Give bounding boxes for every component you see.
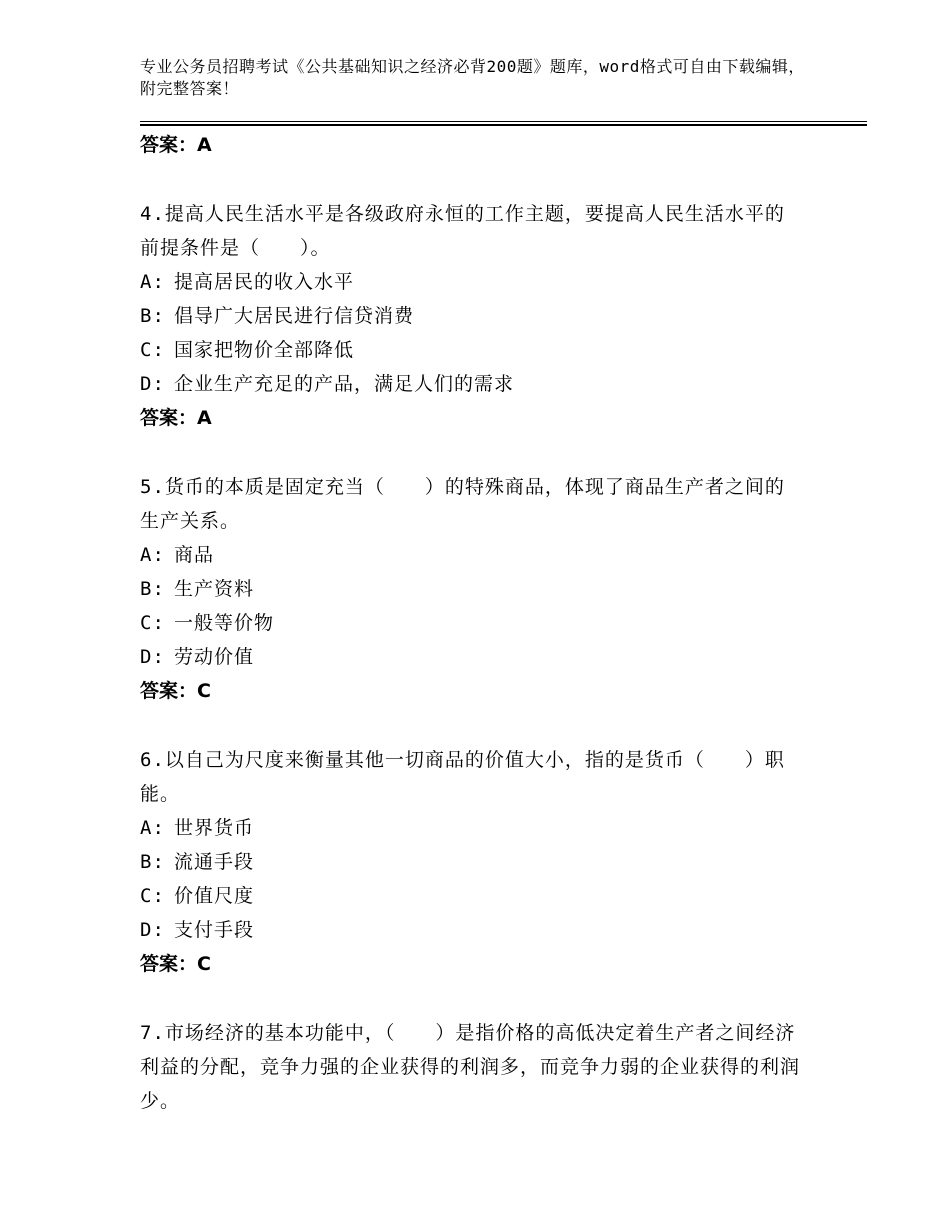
option-text: 劳动价值: [174, 646, 255, 668]
option-letter: B:: [140, 578, 165, 600]
answer-line: 答案：C: [140, 680, 211, 702]
option-d: [140, 640, 800, 674]
option-letter: B:: [140, 851, 165, 873]
option-letter: D:: [140, 646, 165, 668]
option-d: [140, 913, 800, 947]
question-stem: 5.货币的本质是固定充当（ ）的特殊商品，体现了商品生产者之间的生产关系。: [140, 476, 785, 532]
option-b: [140, 845, 800, 879]
option-letter: D:: [140, 919, 165, 941]
option-letter: C:: [140, 339, 165, 361]
question-4: [140, 197, 800, 435]
question-stem: 6.以自己为尺度来衡量其他一切商品的价值大小，指的是货币（ ）职能。: [140, 749, 785, 805]
option-a: [140, 265, 800, 299]
question-6: [140, 743, 800, 981]
option-text: 支付手段: [174, 919, 255, 941]
option-text: 商品: [174, 544, 215, 566]
question-stem: 4.提高人民生活水平是各级政府永恒的工作主题，要提高人民生活水平的前提条件是（ ）。: [140, 203, 785, 259]
option-letter: A:: [140, 544, 165, 566]
header-rule-thick: [140, 124, 867, 126]
option-a: [140, 811, 800, 845]
option-c: [140, 879, 800, 913]
option-text: 企业生产充足的产品，满足人们的需求: [174, 373, 515, 395]
option-b: [140, 572, 800, 606]
option-letter: A:: [140, 817, 165, 839]
answer-line: 答案：C: [140, 953, 211, 975]
option-c: [140, 606, 800, 640]
option-letter: D:: [140, 373, 165, 395]
option-d: [140, 367, 800, 401]
option-letter: C:: [140, 612, 165, 634]
answer-line: 答案：A: [140, 407, 212, 429]
option-text: 流通手段: [174, 851, 255, 873]
answer-line: 答案：A: [140, 134, 212, 156]
document-body: [140, 128, 800, 1118]
option-text: 世界货币: [174, 817, 255, 839]
page-header: 专业公务员招聘考试《公共基础知识之经济必背200题》题库，word格式可自由下载编辑，附完整答案！: [140, 57, 805, 98]
option-text: 生产资料: [174, 578, 255, 600]
option-a: [140, 538, 800, 572]
option-text: 一般等价物: [174, 612, 275, 634]
option-letter: C:: [140, 885, 165, 907]
option-text: 价值尺度: [174, 885, 255, 907]
option-letter: A:: [140, 271, 165, 293]
option-b: [140, 299, 800, 333]
header-rule-thin: [140, 121, 867, 122]
option-text: 国家把物价全部降低: [174, 339, 355, 361]
option-text: 倡导广大居民进行信贷消费: [174, 305, 415, 327]
option-letter: B:: [140, 305, 165, 327]
option-text: 提高居民的收入水平: [174, 271, 355, 293]
question-7: [140, 1016, 800, 1118]
option-c: [140, 333, 800, 367]
question-5: [140, 470, 800, 708]
question-stem: 7.市场经济的基本功能中，（ ）是指价格的高低决定着生产者之间经济利益的分配，竞争力强的企业获得的利润多，而竞争力弱的企业获得的利润少。: [140, 1022, 801, 1112]
